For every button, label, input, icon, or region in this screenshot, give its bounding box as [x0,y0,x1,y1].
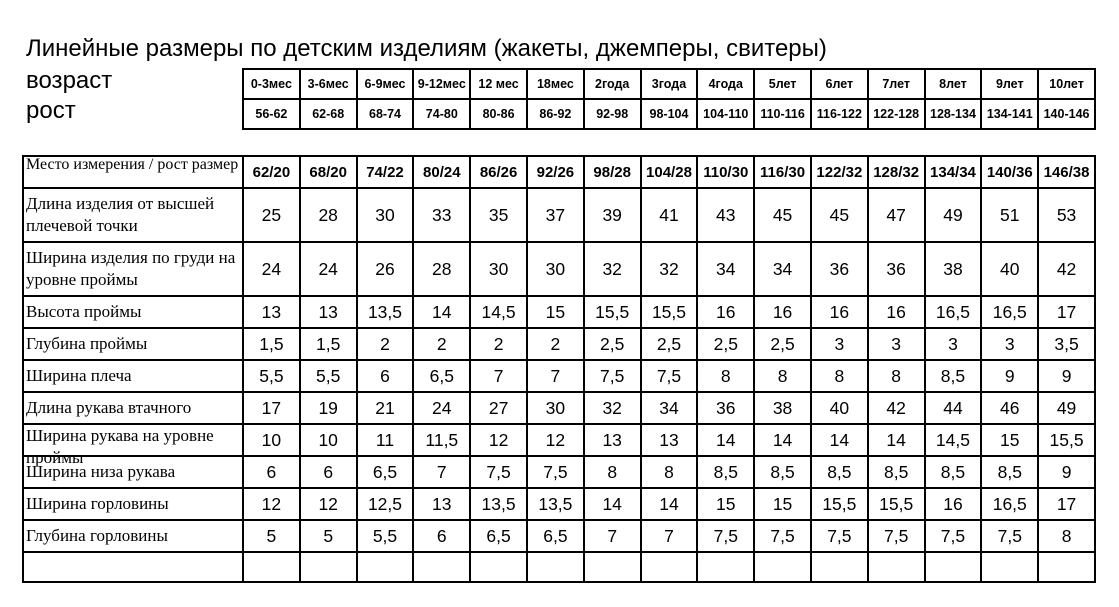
value-cell: 7,5 [811,520,868,552]
value-cell: 2 [357,328,414,360]
value-cell: 15,5 [811,488,868,520]
height-cell: 104-110 [697,99,754,129]
age-height-table [242,68,1096,130]
value-cell: 13 [584,424,641,456]
value-cell: 5,5 [357,520,414,552]
value-cell: 30 [527,242,584,296]
value-cell: 9 [1038,360,1095,392]
empty-cell [925,552,982,582]
value-cell: 16 [697,296,754,328]
value-cell: 16 [925,488,982,520]
value-cell: 8 [811,360,868,392]
value-cell: 14 [584,488,641,520]
row-label-text: Длина рукава втачного [26,398,192,417]
value-cell: 17 [1038,488,1095,520]
value-cell: 32 [641,242,698,296]
value-cell: 10 [243,424,300,456]
value-cell: 2 [470,328,527,360]
value-cell: 7,5 [584,360,641,392]
row-label-text: Высота проймы [26,302,142,321]
height-cell: 128-134 [925,99,982,129]
value-cell: 38 [754,392,811,424]
value-cell: 28 [413,242,470,296]
height-cell: 74-80 [413,99,470,129]
age-cell: 5лет [754,69,811,99]
value-cell: 27 [470,392,527,424]
row-label-text: Ширина низа рукава [26,462,176,481]
value-cell: 15 [754,488,811,520]
value-cell: 32 [584,242,641,296]
header-label-text: Место измерения / рост размер [26,156,239,173]
table-row [23,392,1095,424]
age-cell: 8лет [925,69,982,99]
value-cell: 8,5 [925,360,982,392]
age-cell: 0-3мес [243,69,300,99]
empty-cell [300,552,357,582]
size-cell: 116/30 [754,156,811,188]
table-row [23,520,1095,552]
empty-cell [470,552,527,582]
age-cell: 7лет [868,69,925,99]
value-cell: 5 [243,520,300,552]
value-cell: 8 [641,456,698,488]
size-cell: 98/28 [584,156,641,188]
empty-cell [23,552,243,582]
value-cell: 45 [754,188,811,242]
row-label-cell [23,392,243,424]
value-cell: 30 [470,242,527,296]
value-cell: 36 [697,392,754,424]
size-cell: 128/32 [868,156,925,188]
height-cell: 80-86 [470,99,527,129]
value-cell: 8,5 [868,456,925,488]
value-cell: 12 [300,488,357,520]
row-label-text: Длина изделия от высшей плечевой точки [26,194,215,235]
value-cell: 30 [527,392,584,424]
value-cell: 15 [981,424,1038,456]
empty-cell [641,552,698,582]
value-cell: 7,5 [981,520,1038,552]
size-cell: 62/20 [243,156,300,188]
value-cell: 8 [697,360,754,392]
value-cell: 7 [584,520,641,552]
value-cell: 3 [811,328,868,360]
value-cell: 3,5 [1038,328,1095,360]
age-label: возраст [26,67,113,94]
row-label-cell [23,360,243,392]
value-cell: 26 [357,242,414,296]
value-cell: 46 [981,392,1038,424]
size-cell: 110/30 [697,156,754,188]
value-cell: 2,5 [697,328,754,360]
value-cell: 36 [811,242,868,296]
value-cell: 14 [413,296,470,328]
empty-cell [1038,552,1095,582]
value-cell: 12 [527,424,584,456]
value-cell: 13,5 [527,488,584,520]
value-cell: 14,5 [925,424,982,456]
value-cell: 2 [413,328,470,360]
row-label-text: Ширина изделия по груди на уровне проймы [26,248,236,289]
value-cell: 34 [754,242,811,296]
age-cell: 6лет [811,69,868,99]
row-label-cell [23,456,243,488]
height-cell: 98-104 [641,99,698,129]
size-cell: 74/22 [357,156,414,188]
age-row [243,69,1095,99]
measurements-table [22,155,1096,583]
value-cell: 7 [470,360,527,392]
height-cell: 110-116 [754,99,811,129]
value-cell: 7,5 [470,456,527,488]
document-title: Линейные размеры по детским изделиям (жакеты, джемперы, свитеры) [26,35,827,62]
empty-cell [697,552,754,582]
value-cell: 10 [300,424,357,456]
header-label-cell [23,156,243,188]
value-cell: 2,5 [754,328,811,360]
value-cell: 37 [527,188,584,242]
table-row [23,328,1095,360]
value-cell: 38 [925,242,982,296]
value-cell: 53 [1038,188,1095,242]
size-cell: 146/38 [1038,156,1095,188]
value-cell: 34 [697,242,754,296]
table-row [23,360,1095,392]
empty-cell [357,552,414,582]
value-cell: 40 [811,392,868,424]
height-cell: 62-68 [300,99,357,129]
value-cell: 6 [357,360,414,392]
empty-cell [754,552,811,582]
row-label-cell [23,328,243,360]
value-cell: 15 [697,488,754,520]
value-cell: 13 [300,296,357,328]
value-cell: 19 [300,392,357,424]
value-cell: 8 [1038,520,1095,552]
value-cell: 24 [413,392,470,424]
value-cell: 8,5 [697,456,754,488]
age-cell: 9лет [981,69,1038,99]
value-cell: 51 [981,188,1038,242]
row-label-text: Глубина горловины [26,526,168,545]
value-cell: 2 [527,328,584,360]
value-cell: 8 [754,360,811,392]
age-cell: 3года [641,69,698,99]
value-cell: 28 [300,188,357,242]
value-cell: 14 [868,424,925,456]
value-cell: 17 [1038,296,1095,328]
value-cell: 16 [754,296,811,328]
height-cell: 140-146 [1038,99,1095,129]
value-cell: 12,5 [357,488,414,520]
row-label-cell [23,296,243,328]
value-cell: 39 [584,188,641,242]
value-cell: 7,5 [527,456,584,488]
value-cell: 49 [925,188,982,242]
value-cell: 9 [1038,456,1095,488]
age-cell: 12 мес [470,69,527,99]
value-cell: 17 [243,392,300,424]
value-cell: 6 [300,456,357,488]
value-cell: 36 [868,242,925,296]
value-cell: 13,5 [357,296,414,328]
value-cell: 12 [243,488,300,520]
value-cell: 44 [925,392,982,424]
empty-row [23,552,1095,582]
size-cell: 140/36 [981,156,1038,188]
age-cell: 2года [584,69,641,99]
value-cell: 11,5 [413,424,470,456]
value-cell: 8 [584,456,641,488]
value-cell: 14 [754,424,811,456]
value-cell: 5,5 [300,360,357,392]
height-cell: 122-128 [868,99,925,129]
age-cell: 4года [697,69,754,99]
empty-cell [981,552,1038,582]
value-cell: 8,5 [811,456,868,488]
row-label-cell [23,520,243,552]
row-label-cell [23,242,243,296]
value-cell: 7,5 [641,360,698,392]
value-cell: 30 [357,188,414,242]
height-cell: 134-141 [981,99,1038,129]
table-row [23,296,1095,328]
size-cell: 86/26 [470,156,527,188]
value-cell: 15,5 [868,488,925,520]
size-cell: 92/26 [527,156,584,188]
value-cell: 7,5 [754,520,811,552]
value-cell: 9 [981,360,1038,392]
value-cell: 5 [300,520,357,552]
height-cell: 92-98 [584,99,641,129]
value-cell: 13 [641,424,698,456]
value-cell: 7 [413,456,470,488]
empty-cell [868,552,925,582]
value-cell: 24 [243,242,300,296]
empty-cell [584,552,641,582]
row-label-text: Глубина проймы [26,334,148,353]
table-row [23,488,1095,520]
value-cell: 2,5 [641,328,698,360]
value-cell: 45 [811,188,868,242]
value-cell: 16 [811,296,868,328]
value-cell: 42 [1038,242,1095,296]
height-label: рост [26,97,76,124]
empty-cell [413,552,470,582]
value-cell: 14 [697,424,754,456]
value-cell: 6 [413,520,470,552]
value-cell: 7 [641,520,698,552]
value-cell: 6 [243,456,300,488]
value-cell: 7 [527,360,584,392]
size-cell: 122/32 [811,156,868,188]
value-cell: 8,5 [754,456,811,488]
value-cell: 47 [868,188,925,242]
row-label-cell [23,188,243,242]
value-cell: 21 [357,392,414,424]
value-cell: 13 [413,488,470,520]
value-cell: 7,5 [868,520,925,552]
value-cell: 6,5 [470,520,527,552]
value-cell: 16 [868,296,925,328]
value-cell: 6,5 [413,360,470,392]
value-cell: 1,5 [300,328,357,360]
age-cell: 6-9мес [357,69,414,99]
value-cell: 15,5 [1038,424,1095,456]
value-cell: 43 [697,188,754,242]
value-cell: 1,5 [243,328,300,360]
value-cell: 33 [413,188,470,242]
value-cell: 8,5 [925,456,982,488]
height-cell: 86-92 [527,99,584,129]
empty-cell [527,552,584,582]
height-cell: 116-122 [811,99,868,129]
value-cell: 12 [470,424,527,456]
value-cell: 15 [527,296,584,328]
value-cell: 42 [868,392,925,424]
value-cell: 15,5 [584,296,641,328]
table-row [23,242,1095,296]
value-cell: 13,5 [470,488,527,520]
age-cell: 18мес [527,69,584,99]
value-cell: 5,5 [243,360,300,392]
row-label-cell [23,424,243,467]
row-label-text: Ширина рукава на уровне проймы [26,426,214,467]
value-cell: 16,5 [925,296,982,328]
value-cell: 41 [641,188,698,242]
value-cell: 13 [243,296,300,328]
value-cell: 40 [981,242,1038,296]
value-cell: 24 [300,242,357,296]
value-cell: 34 [641,392,698,424]
value-cell: 32 [584,392,641,424]
value-cell: 16,5 [981,296,1038,328]
empty-cell [243,552,300,582]
height-cell: 56-62 [243,99,300,129]
table-row [23,424,1095,456]
value-cell: 16,5 [981,488,1038,520]
value-cell: 3 [868,328,925,360]
value-cell: 14 [811,424,868,456]
value-cell: 8,5 [981,456,1038,488]
value-cell: 11 [357,424,414,456]
value-cell: 35 [470,188,527,242]
row-label-cell [23,488,243,520]
value-cell: 6,5 [527,520,584,552]
age-cell: 10лет [1038,69,1095,99]
size-cell: 134/34 [925,156,982,188]
empty-cell [811,552,868,582]
row-label-text: Ширина плеча [26,366,132,385]
value-cell: 15,5 [641,296,698,328]
size-cell: 68/20 [300,156,357,188]
value-cell: 2,5 [584,328,641,360]
height-cell: 68-74 [357,99,414,129]
value-cell: 6,5 [357,456,414,488]
value-cell: 8 [868,360,925,392]
value-cell: 3 [981,328,1038,360]
value-cell: 49 [1038,392,1095,424]
age-cell: 3-6мес [300,69,357,99]
value-cell: 7,5 [925,520,982,552]
table-row [23,456,1095,488]
size-cell: 80/24 [413,156,470,188]
row-label-text: Ширина горловины [26,494,169,513]
table-row [23,188,1095,242]
height-row [243,99,1095,129]
value-cell: 7,5 [697,520,754,552]
age-cell: 9-12мес [413,69,470,99]
value-cell: 3 [925,328,982,360]
value-cell: 14,5 [470,296,527,328]
size-cell: 104/28 [641,156,698,188]
value-cell: 25 [243,188,300,242]
value-cell: 14 [641,488,698,520]
size-header-row [23,156,1095,188]
